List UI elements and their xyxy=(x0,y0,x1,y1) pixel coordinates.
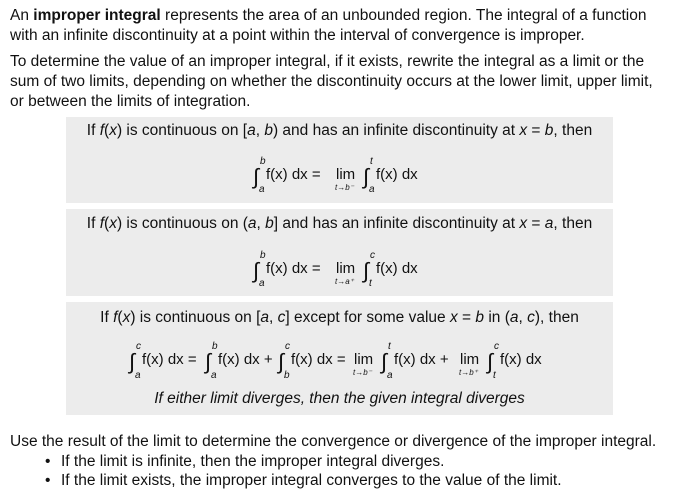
integrand-rhs: f(x) dx xyxy=(376,166,418,183)
upper-bound: c xyxy=(370,250,375,261)
upper-bound: c xyxy=(494,341,499,352)
integral-sign: ∫ xyxy=(363,164,370,189)
case-lower-limit-box xyxy=(66,209,613,296)
lower-bound: a xyxy=(369,184,375,195)
lower-bound: a xyxy=(135,370,141,381)
lower-bound: a xyxy=(211,370,217,381)
list-item xyxy=(45,452,444,472)
upper-bound: b xyxy=(260,156,266,167)
term-1: f(x) dx = xyxy=(142,351,197,368)
limit-operator: lim xyxy=(336,260,356,277)
limit-operator: lim xyxy=(460,351,480,368)
bullet-text: If the limit exists, the improper integral converges to the value of the limit. xyxy=(61,472,562,489)
bullet-icon: • xyxy=(45,453,51,470)
divergence-note: If either limit diverges, then the given integral diverges xyxy=(154,390,525,407)
upper-bound: c xyxy=(285,341,290,352)
case-2-condition: If f(x) is continuous on (a, b] and has an infinite discontinuity at x = a, then xyxy=(86,215,593,232)
lower-bound: b xyxy=(284,370,290,381)
term-2: f(x) dx + xyxy=(218,351,273,368)
term-3: f(x) dx = xyxy=(291,351,346,368)
upper-bound: t xyxy=(370,156,373,167)
integral-sign: ∫ xyxy=(253,258,260,283)
method-paragraph xyxy=(10,52,682,112)
case-1-formula xyxy=(66,117,613,203)
integral-sign: ∫ xyxy=(381,349,388,374)
method-line-1: To determine the value of an improper integral, if it exists, rewrite the integral as a limit or the xyxy=(10,53,645,70)
term-4: f(x) dx + xyxy=(394,351,449,368)
bullet-text: If the limit is infinite, then the improper integral diverges. xyxy=(61,453,445,470)
lower-bound: t xyxy=(369,278,372,289)
term-improper-integral: improper integral xyxy=(33,7,161,24)
case-2-formula xyxy=(66,209,613,296)
lower-bound: a xyxy=(259,184,265,195)
case-1-condition: If f(x) is continuous on [a, b) and has an infinite discontinuity at x = b, then xyxy=(86,122,593,139)
intro-text-line2: with an infinite discontinuity at a point within the interval of convergence is improper. xyxy=(10,27,585,44)
upper-bound: b xyxy=(260,250,266,261)
intro-paragraph xyxy=(10,6,682,46)
lower-bound: a xyxy=(259,278,265,289)
limit-approach: t→b⁻ xyxy=(353,368,372,377)
limit-operator: lim xyxy=(336,166,356,183)
limit-approach: t→b⁻ xyxy=(335,183,354,192)
case-3-condition: If f(x) is continuous on [a, c] except for some value x = b in (a, c), then xyxy=(100,309,579,326)
integral-sign: ∫ xyxy=(487,349,494,374)
integrand-lhs: f(x) dx = xyxy=(266,260,321,277)
integral-sign: ∫ xyxy=(363,258,370,283)
lower-bound: t xyxy=(493,370,496,381)
integrand-lhs: f(x) dx = xyxy=(266,166,321,183)
integral-sign: ∫ xyxy=(129,349,136,374)
case-interior-box xyxy=(66,302,613,415)
upper-bound: c xyxy=(136,341,141,352)
integral-sign: ∫ xyxy=(205,349,212,374)
term-5: f(x) dx xyxy=(500,351,542,368)
integrand-rhs: f(x) dx xyxy=(376,260,418,277)
case-upper-limit-box xyxy=(66,117,613,203)
limit-approach: t→a⁺ xyxy=(335,277,354,286)
list-item xyxy=(45,471,562,491)
intro-text: represents the area of an unbounded region. The integral of a function xyxy=(160,7,647,24)
limit-approach: t→b⁺ xyxy=(459,368,478,377)
conclusion-text: Use the result of the limit to determine the convergence or divergence of the improper integral. xyxy=(10,433,657,450)
method-line-2: sum of two limits, depending on whether the discontinuity occurs at the lower limit, upper limit, xyxy=(10,73,653,90)
integral-sign: ∫ xyxy=(253,164,260,189)
integral-sign: ∫ xyxy=(278,349,285,374)
upper-bound: t xyxy=(388,341,391,352)
bullet-icon: • xyxy=(45,472,51,489)
lower-bound: a xyxy=(387,370,393,381)
upper-bound: b xyxy=(212,341,218,352)
intro-lead: An xyxy=(10,7,34,24)
limit-operator: lim xyxy=(354,351,374,368)
method-line-3: or between the limits of integration. xyxy=(10,93,251,110)
